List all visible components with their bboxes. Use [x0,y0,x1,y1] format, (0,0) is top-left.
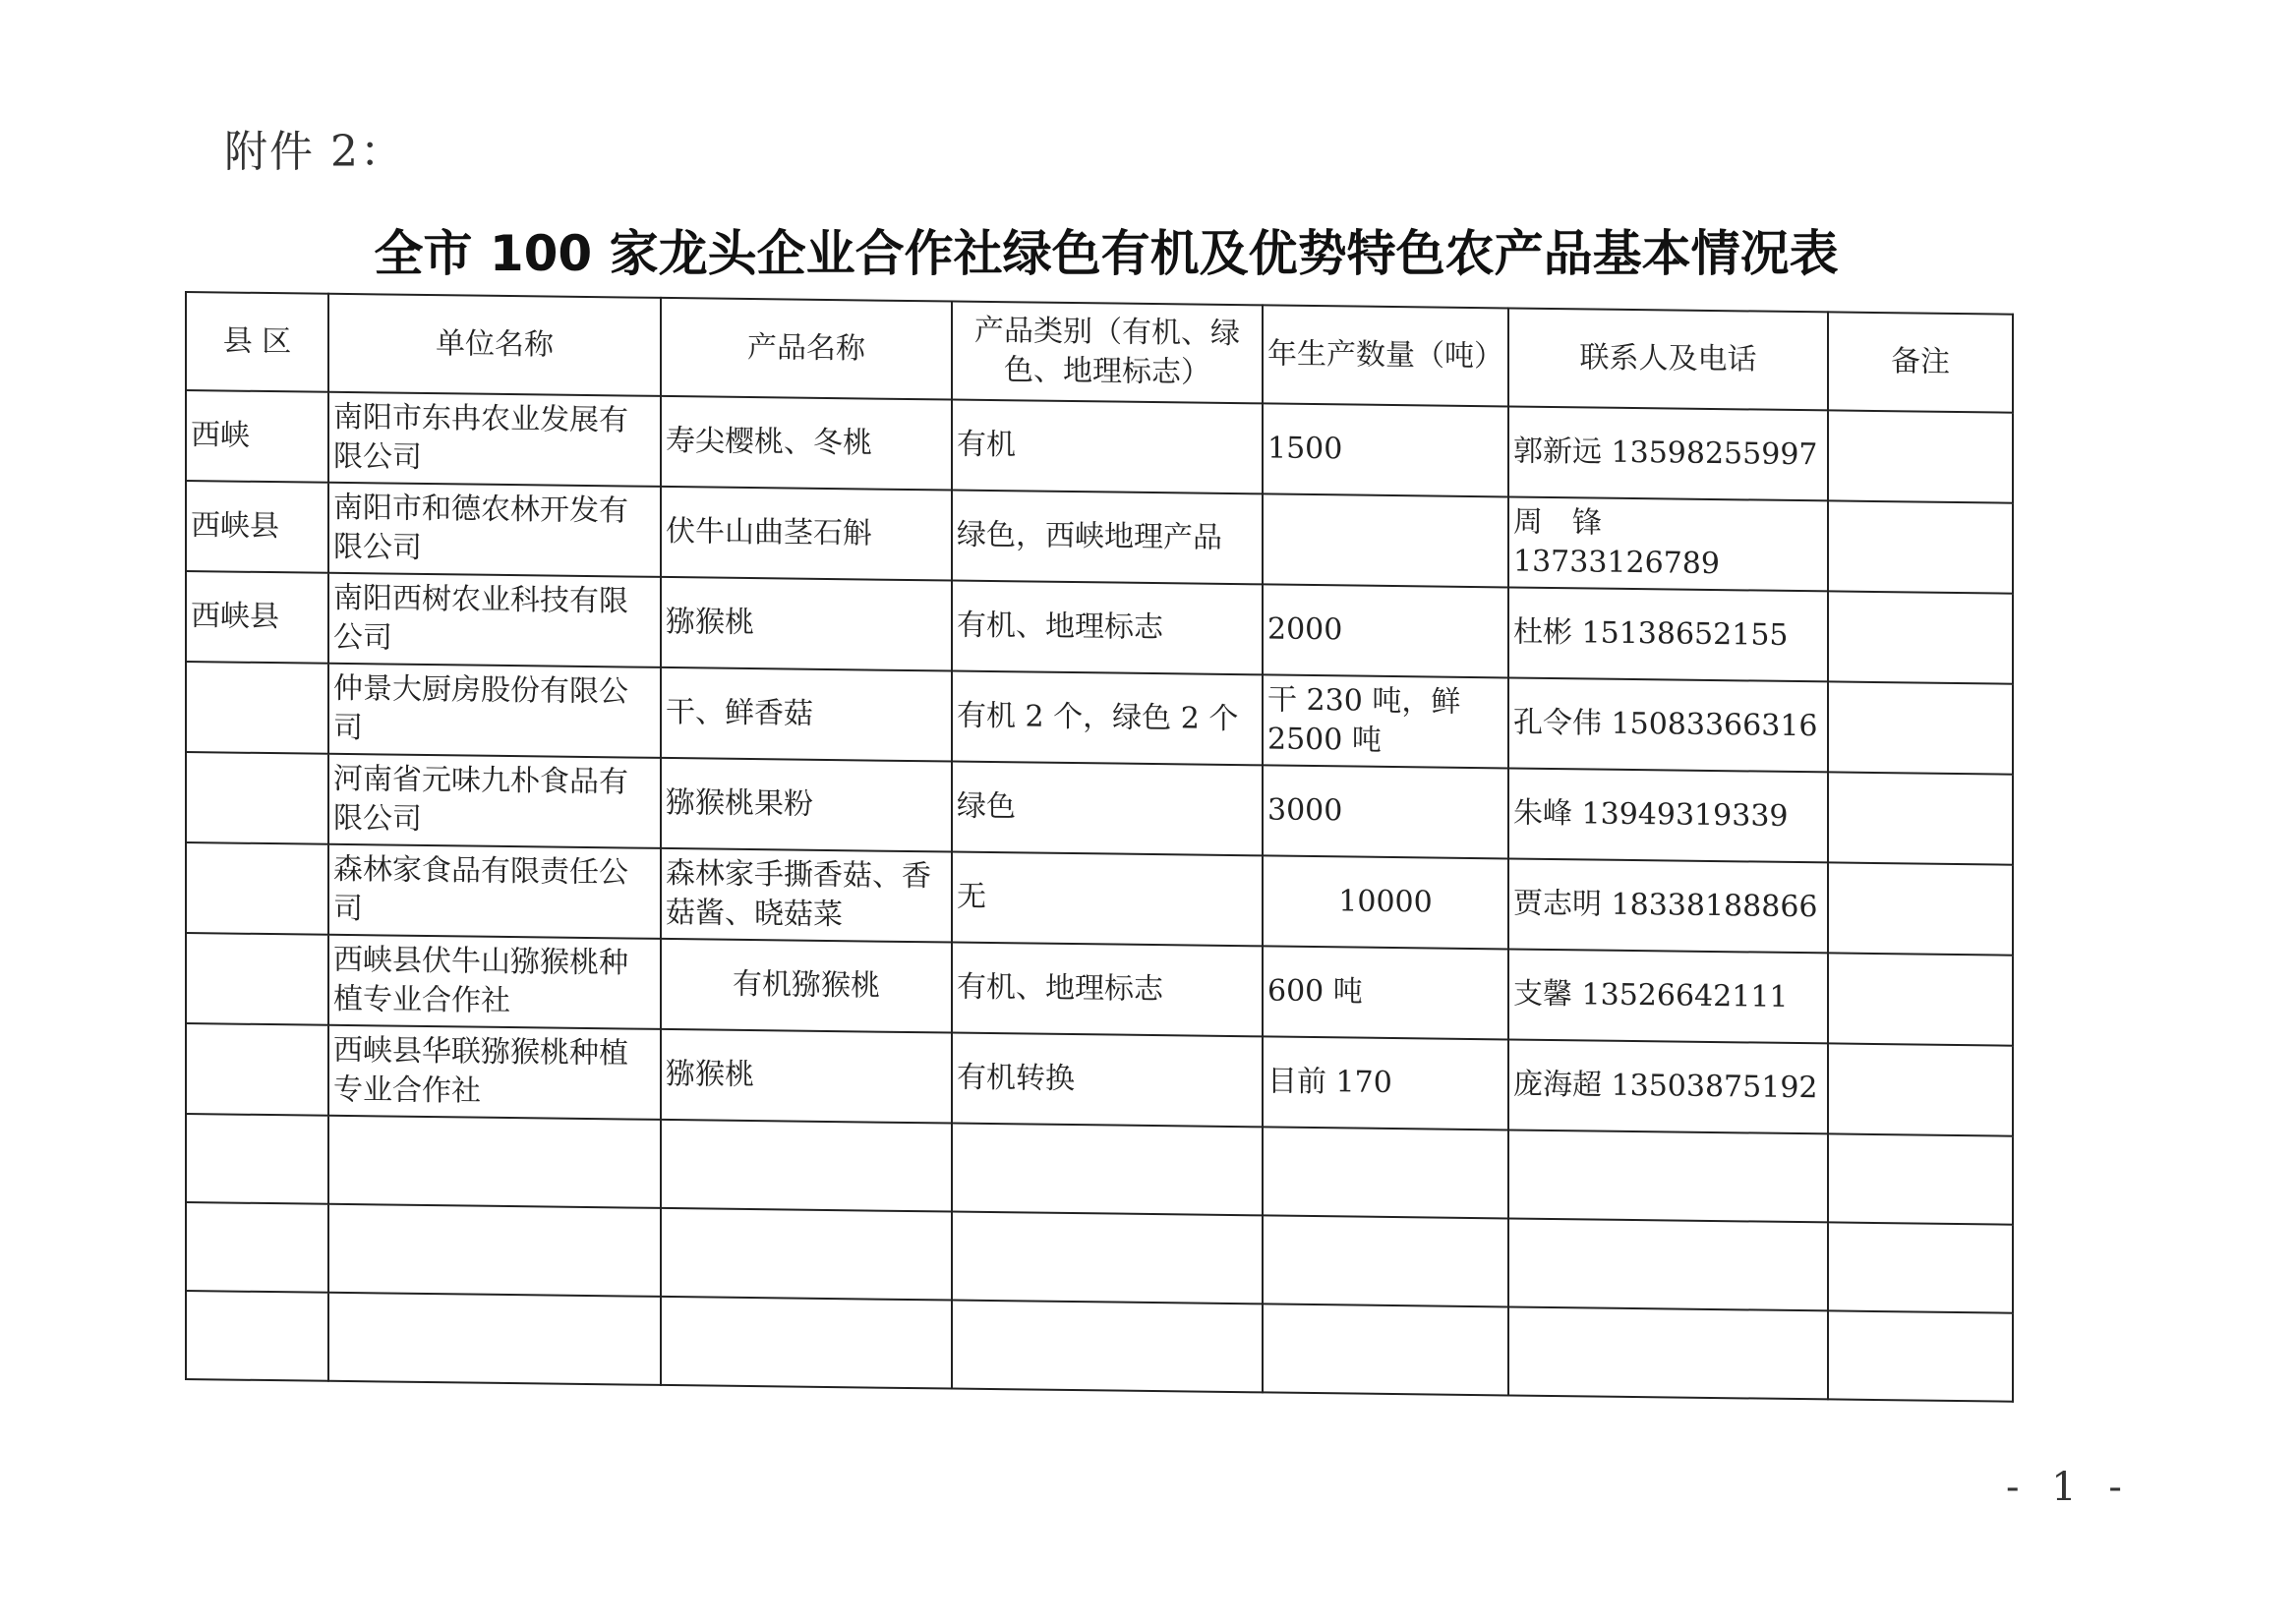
cell-unit: 西峡县伏牛山猕猴桃种植专业合作社 [328,935,661,1029]
cell-category: 有机、地理标志 [952,581,1263,675]
cell-contact: 庞海超 13503875192 [1508,1039,1828,1133]
document-title: 全市 100 家龙头企业合作社绿色有机及优势特色农产品基本情况表 [374,225,1839,282]
cell-contact: 支馨 13526642111 [1508,949,1828,1043]
cell-quantity: 目前 170 [1263,1036,1508,1130]
cell-contact: 郭新远 13598255997 [1508,406,1828,500]
header-unit: 单位名称 [328,294,661,396]
empty-cell [1508,1306,1828,1399]
cell-category: 有机、地理标志 [952,943,1263,1037]
cell-category: 绿色，西峡地理产品 [952,491,1263,585]
cell-product: 干、鲜香菇 [661,667,952,762]
empty-cell [186,1114,328,1204]
cell-note [1828,953,2013,1045]
cell-unit: 南阳市和德农林开发有限公司 [328,483,661,577]
cell-contact: 贾志明 18338188866 [1508,858,1828,953]
cell-note [1828,681,2013,774]
cell-product: 伏牛山曲茎石斛 [661,487,952,581]
cell-category: 无 [952,852,1263,947]
empty-cell [1263,1215,1508,1306]
cell-category: 绿色 [952,762,1263,856]
cell-note [1828,591,2013,683]
cell-quantity: 2000 [1263,584,1508,677]
data-table [185,291,2014,1403]
cell-quantity: 干 230 吨，鲜 2500 吨 [1263,674,1508,768]
cell-county [186,842,328,935]
empty-cell [1828,1133,2013,1224]
cell-product: 森林家手撕香菇、香菇酱、晓菇菜 [661,848,952,943]
cell-product: 猕猴桃果粉 [661,758,952,852]
empty-cell [186,1202,328,1293]
cell-contact: 朱峰 13949319339 [1508,768,1828,862]
cell-county: 西峡 [186,390,328,483]
empty-cell [1828,1222,2013,1312]
empty-cell [328,1293,661,1385]
cell-product: 有机猕猴桃 [661,939,952,1033]
empty-cell [661,1208,952,1301]
empty-cell [186,1291,328,1381]
attachment-label: 附件 2： [224,127,405,177]
header-county: 县 区 [186,292,328,392]
cell-product: 寿尖樱桃、冬桃 [661,396,952,491]
empty-cell [1263,1127,1508,1218]
cell-product: 猕猴桃 [661,577,952,671]
empty-cell [328,1116,661,1208]
cell-county: 西峡县 [186,571,328,664]
empty-cell [661,1297,952,1389]
header-quantity: 年生产数量（吨） [1263,305,1508,406]
cell-category: 有机 [952,400,1263,494]
page-number: - 1 - [2006,1465,2132,1510]
cell-quantity: 3000 [1263,765,1508,858]
empty-cell [1508,1218,1828,1310]
empty-cell [952,1301,1263,1393]
empty-cell [1508,1130,1828,1222]
cell-county: 西峡县 [186,481,328,573]
cell-note [1828,772,2013,864]
cell-county [186,662,328,754]
cell-note [1828,1043,2013,1135]
cell-contact: 周 锋 13733126789 [1508,496,1828,591]
cell-unit: 西峡县华联猕猴桃种植专业合作社 [328,1025,661,1120]
cell-note [1828,500,2013,593]
cell-county [186,933,328,1025]
cell-note [1828,862,2013,955]
empty-cell [661,1120,952,1212]
empty-cell [328,1204,661,1297]
cell-quantity: 1500 [1263,403,1508,496]
cell-county [186,752,328,844]
cell-category: 有机转换 [952,1033,1263,1128]
empty-cell [952,1124,1263,1216]
cell-unit: 仲景大厨房股份有限公司 [328,664,661,758]
empty-cell [1263,1304,1508,1395]
cell-contact: 孔令伟 15083366316 [1508,677,1828,772]
header-contact: 联系人及电话 [1508,308,1828,410]
header-product: 产品名称 [661,298,952,400]
cell-category: 有机 2 个，绿色 2 个 [952,671,1263,766]
cell-unit: 河南省元味九朴食品有限公司 [328,754,661,848]
empty-cell [1828,1310,2013,1401]
cell-quantity: 10000 [1263,855,1508,949]
cell-county [186,1023,328,1116]
cell-unit: 南阳市东冉农业发展有限公司 [328,392,661,487]
cell-quantity: 600 吨 [1263,946,1508,1039]
cell-quantity [1263,493,1508,587]
cell-note [1828,410,2013,502]
header-note: 备注 [1828,312,2013,412]
cell-product: 猕猴桃 [661,1029,952,1124]
table-container [185,291,2012,1420]
header-category: 产品类别（有机、绿色、地理标志） [952,302,1263,404]
empty-cell [952,1212,1263,1304]
cell-unit: 森林家食品有限责任公司 [328,844,661,939]
cell-contact: 杜彬 15138652155 [1508,587,1828,681]
cell-unit: 南阳西树农业科技有限公司 [328,573,661,667]
